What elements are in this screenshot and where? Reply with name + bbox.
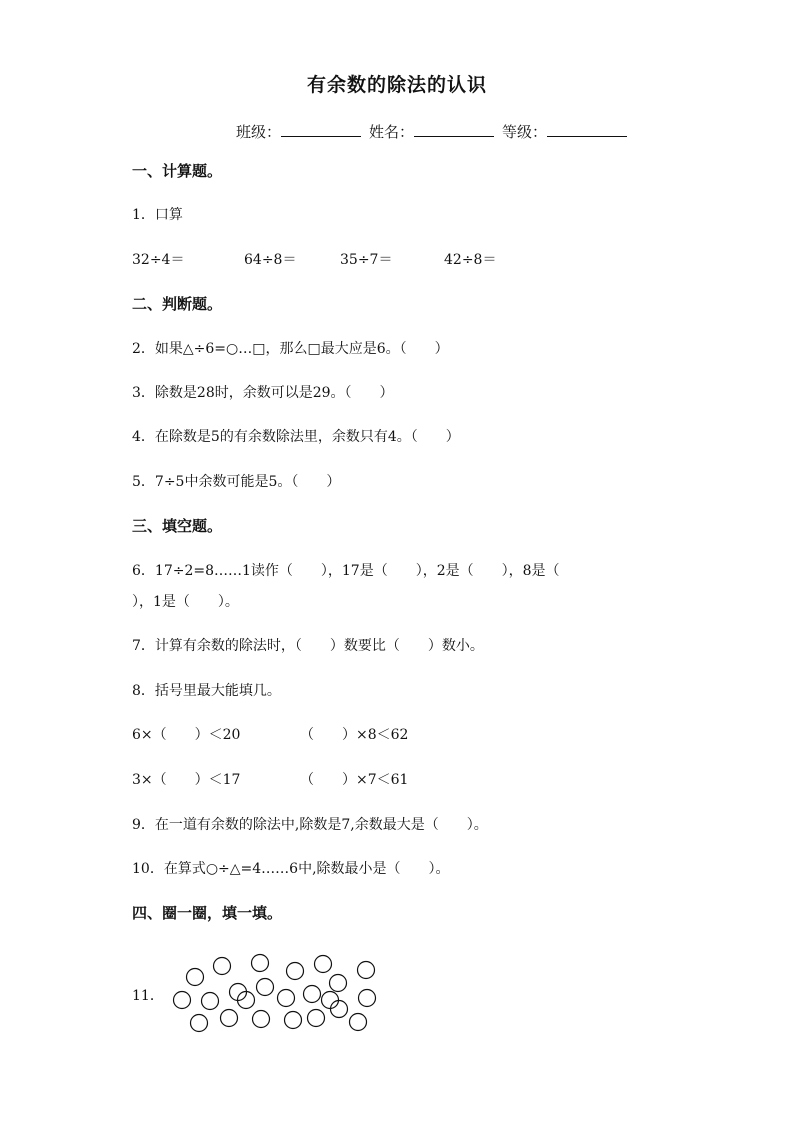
page-title: 有余数的除法的认识 <box>306 74 487 96</box>
question-6-line-1: 6．17÷2=8……1读作（ ），17是（ ），2是（ ），8是（ <box>132 563 560 579</box>
circle <box>315 956 332 973</box>
question-7: 7．计算有余数的除法时，（ ）数要比（ ）数小。 <box>132 638 484 654</box>
class-label: 班级： <box>236 123 282 141</box>
class-blank <box>281 122 361 137</box>
circle <box>278 990 295 1007</box>
section-calculation: 一、计算题。 <box>132 162 223 180</box>
circle <box>285 1012 302 1029</box>
question-8-item: 3×（ ）＜17 <box>132 772 241 788</box>
question-9: 9．在一道有余数的除法中,除数是7,余数最大是（ ）。 <box>132 817 488 833</box>
circle <box>304 986 321 1003</box>
circle <box>330 975 347 992</box>
section-fill-blank: 三、填空题。 <box>132 517 223 535</box>
question-1-label: 1．口算 <box>132 207 183 223</box>
circle <box>308 1010 325 1027</box>
question-8-label: 8．括号里最大能填几。 <box>132 683 281 699</box>
arith-item: 42÷8＝ <box>444 252 497 268</box>
circle <box>257 979 274 996</box>
circle <box>174 992 191 1009</box>
question-2: 2．如果△÷6=○…□，那么□最大应是6。（ ） <box>132 341 449 357</box>
name-blank <box>414 122 494 137</box>
circle <box>252 955 269 972</box>
circle <box>358 962 375 979</box>
circle <box>253 1011 270 1028</box>
arith-item: 32÷4＝ <box>132 252 185 268</box>
question-6-line-2: ），1是（ ）。 <box>132 594 239 610</box>
circle <box>221 1010 238 1027</box>
grade-label: 等级： <box>502 123 548 141</box>
circle <box>350 1014 367 1031</box>
question-8-item: （ ）×8＜62 <box>300 727 409 743</box>
section-judgement: 二、判断题。 <box>132 295 223 313</box>
question-5: 5．7÷5中余数可能是5。（ ） <box>132 474 341 490</box>
question-8-item: （ ）×7＜61 <box>300 772 409 788</box>
question-10: 10．在算式○÷△=4……6中,除数最小是（ ）。 <box>132 861 450 877</box>
arith-item: 35÷7＝ <box>340 252 393 268</box>
circle <box>191 1015 208 1032</box>
circle <box>359 990 376 1007</box>
question-8-row-1 <box>132 726 408 744</box>
circle <box>230 984 247 1001</box>
question-3: 3．除数是28时，余数可以是29。（ ） <box>132 385 394 401</box>
question-4: 4．在除数是5的有余数除法里，余数只有4。（ ） <box>132 429 460 445</box>
question-8-row-2 <box>132 771 408 789</box>
circle <box>322 992 339 1009</box>
circle <box>331 1001 348 1018</box>
section-circle-fill: 四、圈一圈，填一填。 <box>132 904 283 922</box>
circle <box>238 992 255 1009</box>
circle <box>214 958 231 975</box>
circle <box>187 969 204 986</box>
question-11-label: 11． <box>132 988 164 1004</box>
student-info <box>236 121 635 142</box>
name-label: 姓名： <box>369 123 415 141</box>
arith-item: 64÷8＝ <box>244 252 297 268</box>
circle <box>202 993 219 1010</box>
question-1-items <box>132 251 496 269</box>
circle <box>287 963 304 980</box>
grade-blank <box>547 122 627 137</box>
question-8-item: 6×（ ）＜20 <box>132 727 241 743</box>
